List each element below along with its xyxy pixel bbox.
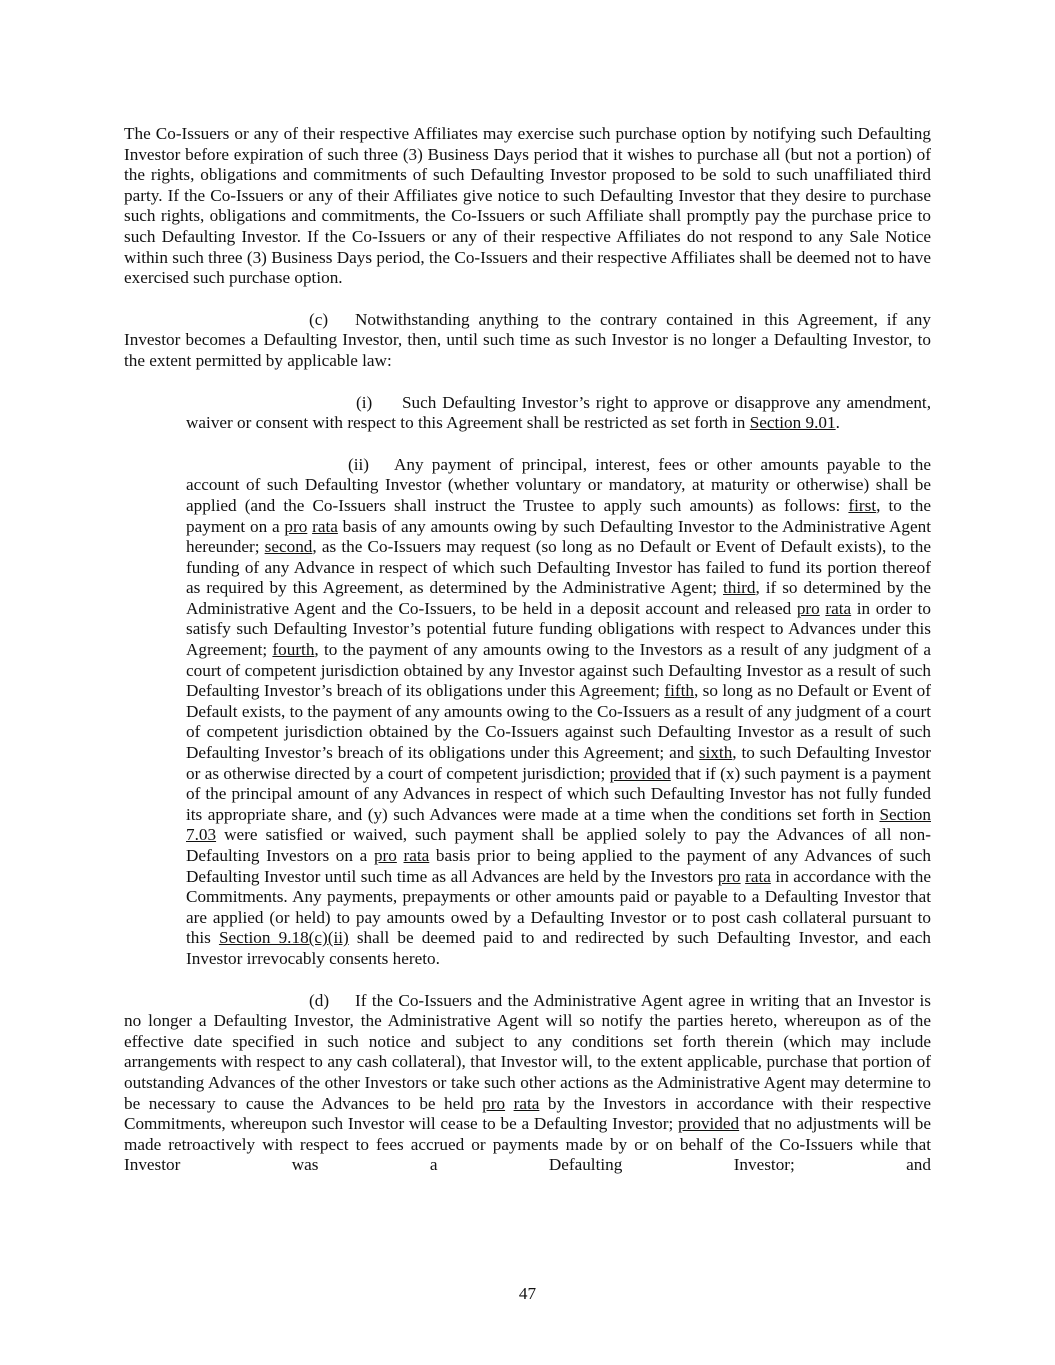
clause-c-i-text: Such Defaulting Investor’s right to approve or disapprove any amendment, waiver or consent with respect to this Agreement shall be restricted as set forth in <box>186 392 931 433</box>
clause-c-i-label: (i) <box>356 392 373 412</box>
term-provided: provided <box>678 1114 740 1134</box>
term-provided: provided <box>609 763 671 783</box>
term-third: third <box>723 578 756 598</box>
term-rata: rata <box>312 516 338 536</box>
clause-c-ii-text: were satisfied or waived, such payment shall be applied solely to pay the Advances of all non-Defaulting Investors on a <box>186 825 931 865</box>
term-second: second <box>264 537 313 557</box>
term-pro: pro <box>373 846 397 865</box>
page-number: 47 <box>518 1284 537 1303</box>
section-7-03-ref: Section 7.03 <box>186 804 931 845</box>
term-fifth: fifth <box>664 681 694 701</box>
section-9-18-ref: Section 9.18(c)(ii) <box>218 928 349 948</box>
clause-d-text: that no adjustments will be made retroactively with respect to fees accrued or payments made by or on behalf of the Co-Issuers while that Investor was a Defaulting Investor; and <box>124 1114 931 1175</box>
clause-c-ii-text: , to the payment of any amounts owing to the Investors as a result of any judgment of a court of competent jurisdiction obtained by any Investor against such Defaulting Investor as a result of such Defaulting Investor’s breach of its obligations under this Agreement; <box>186 640 931 701</box>
clause-c-ii-text: in order to satisfy such Defaulting Investor’s potential future funding obligations with respect to Advances under this Agreement; <box>186 598 931 660</box>
clause-c-ii-text: that if (x) such payment is a payment of the principal amount of any Advances in respect of which such Defaulting Investor has not fully funded its appropriate share, and (y) such Advances were made at a time when the conditions set forth in <box>186 763 932 824</box>
clause-c-ii-text: , if so determined by the Administrative Agent and the Co-Issuers, to be held in a deposit account and released <box>186 578 931 618</box>
clause-c-ii-text: , to such Defaulting Investor or as otherwise directed by a court of competent jurisdiction; <box>186 743 931 783</box>
term-rata: rata <box>825 598 852 618</box>
clause-c-ii-text: , so long as no Default or Event of Default exists, to the payment of any amounts owing to the Co-Issuers as a result of any judgment of a court of competent jurisdiction obtained by the Co-Issuers against such Defaulting Investor as a result of such Defaulting Investor’s breach of its obligations under this Agreement; and <box>186 681 932 763</box>
term-pro: pro <box>284 516 308 536</box>
term-rata: rata <box>513 1093 540 1113</box>
clause-c-ii <box>186 455 931 970</box>
clause-c-ii-label: (ii) <box>348 454 369 474</box>
clause-d-text: by the Investors in accordance with their respective Commitments, whereupon such Investor will cease to be a Defaulting Investor; <box>124 1093 932 1134</box>
clause-c-ii-text: , as the Co-Issuers may request (so long as no Default or Event of Default exists), to the funding of any Advance in respect of which such Defaulting Investor has failed to fund its portion thereof as required by this Agreement, as determined by the Administrative Agent; <box>186 537 931 598</box>
term-pro: pro <box>796 598 820 618</box>
clause-c-ii-text: shall be deemed paid to and redirected by such Defaulting Investor, and each Investor irrevocably consents hereto. <box>186 928 931 968</box>
clause-c-ii-text: Any payment of principal, interest, fees or other amounts payable to the account of such Defaulting Investor (whether voluntary or mandatory, at maturity or otherwise) shall be applied (and the Co-Issuers shall instruct the Trustee to apply such amounts) as follows: <box>186 454 931 515</box>
clause-c-ii-text: basis prior to being applied to the payment of any Advances of such Defaulting Investor until such time as all Advances are held by the Investors <box>186 846 931 886</box>
term-sixth: sixth <box>698 743 733 763</box>
clause-d <box>124 991 931 1176</box>
term-pro: pro <box>482 1093 506 1113</box>
clause-d-label: (d) <box>309 990 330 1010</box>
clause-c-ii-text: , to the payment on a <box>186 495 931 536</box>
term-rata: rata <box>745 866 771 886</box>
clause-c-label: (c) <box>309 309 329 329</box>
clause-c-text: Notwithstanding anything to the contrary contained in this Agreement, if any Investor becomes a Defaulting Investor, then, until such time as such Investor is no longer a Defaulting Investor, to the extent permitted by applicable law: <box>124 309 931 370</box>
term-fourth: fourth <box>272 640 315 660</box>
clause-c-ii-text: basis of any amounts owing by such Defaulting Investor to the Administrative Agent hereunder; <box>186 516 932 557</box>
clause-c-i <box>186 393 931 434</box>
term-first: first <box>848 495 877 515</box>
clause-c-ii-text: in accordance with the Commitments. Any payments, prepayments or other amounts paid or payable to a Defaulting Investor that are applied (or held) to pay amounts owed by a Defaulting Investor or to post cash collateral pursuant to this <box>186 866 931 948</box>
term-rata: rata <box>403 846 430 865</box>
document-page <box>124 124 931 1197</box>
clause-d-text: If the Co-Issuers and the Administrative Agent agree in writing that an Investor is no longer a Defaulting Investor, the Administrative Agent will so notify the parties hereto, whereupon as of the effective date specified in such notice and subject to any conditions set forth therein (which may include arrangements with respect to any cash collateral), that Investor will, to the extent applicable, purchase that portion of outstanding Advances of the other Investors or take such other actions as the Administrative Agent may determine to be necessary to cause the Advances to be held <box>124 990 931 1113</box>
term-pro: pro <box>717 866 741 886</box>
clause-c-i-end: . <box>835 413 840 433</box>
section-9-01-ref: Section 9.01 <box>749 413 836 433</box>
paragraph-purchase-option: The Co-Issuers or any of their respective Affiliates may exercise such purchase option by notifying such Defaulting Investor before expiration of such three (3) Business Days period that it wishes to purchase all (but not a portion) of the rights, obligations and commitments of such Defaulting Investor proposed to be sold to such unaffiliated third party. If the Co-Issuers or any of their Affiliates give notice to such Defaulting Investor that they desire to purchase such rights, obligations and commitments, the Co-Issuers or such Affiliate shall promptly pay the purchase price to such Defaulting Investor. If the Co-Issuers or any of their respective Affiliates do not respond to any Sale Notice within such three (3) Business Days period, the Co-Issuers and their respective Affiliates shall be deemed not to have exercised such purchase option. <box>124 124 931 288</box>
clause-c <box>124 310 931 372</box>
